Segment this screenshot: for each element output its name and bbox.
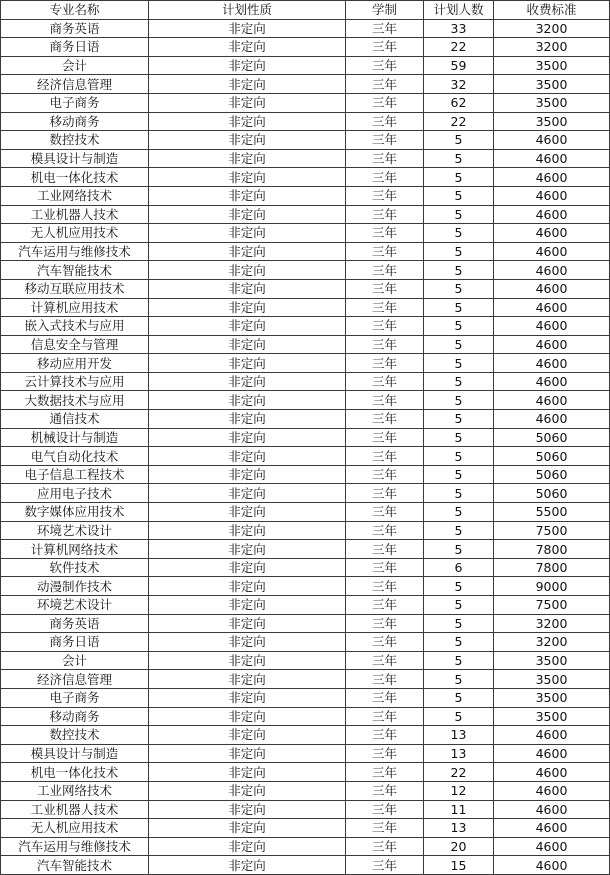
major-name-cell: 移动商务 [1, 112, 149, 131]
plan-count-cell: 59 [424, 56, 494, 75]
major-name-cell: 数控技术 [1, 131, 149, 150]
plan-count-cell: 5 [424, 633, 494, 652]
plan-count-cell: 13 [424, 819, 494, 838]
major-name-cell: 无人机应用技术 [1, 224, 149, 243]
header-major-name: 专业名称 [1, 1, 149, 20]
duration-cell: 三年 [346, 503, 424, 522]
plan-count-cell: 5 [424, 391, 494, 410]
plan-type-cell: 非定向 [149, 447, 346, 466]
plan-type-cell: 非定向 [149, 205, 346, 224]
duration-cell: 三年 [346, 596, 424, 615]
table-row [1, 391, 610, 410]
duration-cell: 三年 [346, 391, 424, 410]
table-row [1, 410, 610, 429]
plan-type-cell: 非定向 [149, 186, 346, 205]
plan-type-cell: 非定向 [149, 261, 346, 280]
plan-type-cell: 非定向 [149, 224, 346, 243]
table-row [1, 726, 610, 745]
fee-cell: 7500 [494, 596, 610, 615]
fee-cell: 7800 [494, 540, 610, 559]
plan-type-cell: 非定向 [149, 540, 346, 559]
fee-cell: 3500 [494, 688, 610, 707]
plan-type-cell: 非定向 [149, 131, 346, 150]
duration-cell: 三年 [346, 93, 424, 112]
duration-cell: 三年 [346, 19, 424, 38]
fee-cell: 4600 [494, 410, 610, 429]
major-name-cell: 环境艺术设计 [1, 596, 149, 615]
table-row [1, 540, 610, 559]
plan-count-cell: 5 [424, 596, 494, 615]
table-row [1, 168, 610, 187]
table-row [1, 224, 610, 243]
plan-count-cell: 5 [424, 224, 494, 243]
plan-count-cell: 22 [424, 38, 494, 57]
duration-cell: 三年 [346, 75, 424, 94]
plan-type-cell: 非定向 [149, 763, 346, 782]
major-name-cell: 商务英语 [1, 614, 149, 633]
major-name-cell: 机械设计与制造 [1, 428, 149, 447]
duration-cell: 三年 [346, 317, 424, 336]
table-row [1, 205, 610, 224]
plan-count-cell: 6 [424, 558, 494, 577]
duration-cell: 三年 [346, 410, 424, 429]
table-row [1, 670, 610, 689]
fee-cell: 4600 [494, 372, 610, 391]
plan-type-cell: 非定向 [149, 837, 346, 856]
plan-count-cell: 13 [424, 744, 494, 763]
header-duration: 学制 [346, 1, 424, 20]
major-name-cell: 工业机器人技术 [1, 205, 149, 224]
fee-cell: 4600 [494, 205, 610, 224]
major-name-cell: 模具设计与制造 [1, 149, 149, 168]
plan-count-cell: 5 [424, 149, 494, 168]
table-row [1, 19, 610, 38]
fee-cell: 4600 [494, 391, 610, 410]
table-row [1, 707, 610, 726]
duration-cell: 三年 [346, 577, 424, 596]
table-row [1, 558, 610, 577]
table-row [1, 633, 610, 652]
plan-type-cell: 非定向 [149, 93, 346, 112]
plan-count-cell: 5 [424, 577, 494, 596]
fee-cell: 3200 [494, 19, 610, 38]
duration-cell: 三年 [346, 224, 424, 243]
duration-cell: 三年 [346, 484, 424, 503]
major-name-cell: 汽车运用与维修技术 [1, 242, 149, 261]
major-name-cell: 模具设计与制造 [1, 744, 149, 763]
fee-cell: 4600 [494, 298, 610, 317]
duration-cell: 三年 [346, 38, 424, 57]
plan-type-cell: 非定向 [149, 856, 346, 875]
table-row [1, 521, 610, 540]
fee-cell: 3500 [494, 707, 610, 726]
fee-cell: 5500 [494, 503, 610, 522]
fee-cell: 4600 [494, 744, 610, 763]
major-name-cell: 移动应用开发 [1, 354, 149, 373]
fee-cell: 3200 [494, 38, 610, 57]
plan-count-cell: 15 [424, 856, 494, 875]
major-name-cell: 会计 [1, 651, 149, 670]
plan-type-cell: 非定向 [149, 335, 346, 354]
major-name-cell: 移动互联应用技术 [1, 279, 149, 298]
table-row [1, 335, 610, 354]
duration-cell: 三年 [346, 837, 424, 856]
table-row [1, 186, 610, 205]
duration-cell: 三年 [346, 540, 424, 559]
plan-count-cell: 5 [424, 205, 494, 224]
duration-cell: 三年 [346, 670, 424, 689]
plan-type-cell: 非定向 [149, 354, 346, 373]
major-name-cell: 电子商务 [1, 688, 149, 707]
major-name-cell: 通信技术 [1, 410, 149, 429]
plan-count-cell: 5 [424, 521, 494, 540]
major-name-cell: 应用电子技术 [1, 484, 149, 503]
fee-cell: 4600 [494, 224, 610, 243]
table-row [1, 112, 610, 131]
plan-count-cell: 33 [424, 19, 494, 38]
plan-count-cell: 22 [424, 112, 494, 131]
duration-cell: 三年 [346, 800, 424, 819]
major-name-cell: 电气自动化技术 [1, 447, 149, 466]
fee-cell: 4600 [494, 354, 610, 373]
plan-count-cell: 5 [424, 131, 494, 150]
table-row [1, 447, 610, 466]
plan-type-cell: 非定向 [149, 428, 346, 447]
fee-cell: 3500 [494, 75, 610, 94]
duration-cell: 三年 [346, 335, 424, 354]
duration-cell: 三年 [346, 168, 424, 187]
plan-count-cell: 5 [424, 261, 494, 280]
table-row [1, 484, 610, 503]
plan-type-cell: 非定向 [149, 670, 346, 689]
plan-type-cell: 非定向 [149, 651, 346, 670]
fee-cell: 3500 [494, 93, 610, 112]
fee-cell: 4600 [494, 149, 610, 168]
plan-type-cell: 非定向 [149, 521, 346, 540]
duration-cell: 三年 [346, 819, 424, 838]
fee-cell: 4600 [494, 317, 610, 336]
fee-cell: 5060 [494, 484, 610, 503]
duration-cell: 三年 [346, 261, 424, 280]
plan-type-cell: 非定向 [149, 298, 346, 317]
table-row [1, 688, 610, 707]
plan-count-cell: 5 [424, 279, 494, 298]
fee-cell: 5060 [494, 447, 610, 466]
major-name-cell: 电子信息工程技术 [1, 465, 149, 484]
plan-count-cell: 11 [424, 800, 494, 819]
table-row [1, 819, 610, 838]
table-row [1, 800, 610, 819]
major-name-cell: 经济信息管理 [1, 75, 149, 94]
table-row [1, 354, 610, 373]
fee-cell: 4600 [494, 763, 610, 782]
plan-type-cell: 非定向 [149, 688, 346, 707]
table-row [1, 317, 610, 336]
table-row [1, 781, 610, 800]
plan-type-cell: 非定向 [149, 56, 346, 75]
fee-cell: 4600 [494, 856, 610, 875]
fee-cell: 4600 [494, 186, 610, 205]
major-name-cell: 动漫制作技术 [1, 577, 149, 596]
plan-count-cell: 5 [424, 428, 494, 447]
table-row [1, 279, 610, 298]
fee-cell: 4600 [494, 819, 610, 838]
major-name-cell: 软件技术 [1, 558, 149, 577]
plan-type-cell: 非定向 [149, 19, 346, 38]
fee-cell: 4600 [494, 837, 610, 856]
plan-type-cell: 非定向 [149, 484, 346, 503]
major-name-cell: 环境艺术设计 [1, 521, 149, 540]
major-name-cell: 嵌入式技术与应用 [1, 317, 149, 336]
major-name-cell: 大数据技术与应用 [1, 391, 149, 410]
major-name-cell: 汽车智能技术 [1, 261, 149, 280]
plan-count-cell: 5 [424, 317, 494, 336]
plan-count-cell: 5 [424, 540, 494, 559]
major-name-cell: 云计算技术与应用 [1, 372, 149, 391]
plan-count-cell: 5 [424, 651, 494, 670]
table-row [1, 38, 610, 57]
table-row [1, 856, 610, 875]
table-row [1, 149, 610, 168]
plan-count-cell: 5 [424, 484, 494, 503]
duration-cell: 三年 [346, 465, 424, 484]
plan-count-cell: 5 [424, 242, 494, 261]
plan-count-cell: 12 [424, 781, 494, 800]
duration-cell: 三年 [346, 688, 424, 707]
major-name-cell: 无人机应用技术 [1, 819, 149, 838]
table-header-row [1, 1, 610, 20]
table-row [1, 614, 610, 633]
fee-cell: 3200 [494, 614, 610, 633]
table-row [1, 75, 610, 94]
plan-type-cell: 非定向 [149, 503, 346, 522]
plan-count-cell: 5 [424, 447, 494, 466]
plan-count-cell: 5 [424, 670, 494, 689]
table-row [1, 242, 610, 261]
plan-type-cell: 非定向 [149, 781, 346, 800]
plan-type-cell: 非定向 [149, 744, 346, 763]
plan-count-cell: 5 [424, 335, 494, 354]
plan-count-cell: 5 [424, 503, 494, 522]
table-row [1, 596, 610, 615]
duration-cell: 三年 [346, 428, 424, 447]
table-row [1, 837, 610, 856]
table-row [1, 651, 610, 670]
plan-type-cell: 非定向 [149, 465, 346, 484]
plan-count-cell: 5 [424, 465, 494, 484]
duration-cell: 三年 [346, 633, 424, 652]
major-name-cell: 数控技术 [1, 726, 149, 745]
duration-cell: 三年 [346, 56, 424, 75]
fee-cell: 3500 [494, 651, 610, 670]
duration-cell: 三年 [346, 651, 424, 670]
table-row [1, 577, 610, 596]
plan-type-cell: 非定向 [149, 726, 346, 745]
table-row [1, 372, 610, 391]
duration-cell: 三年 [346, 205, 424, 224]
fee-cell: 4600 [494, 242, 610, 261]
header-plan-count: 计划人数 [424, 1, 494, 20]
table-row [1, 93, 610, 112]
major-name-cell: 工业网络技术 [1, 186, 149, 205]
duration-cell: 三年 [346, 298, 424, 317]
table-row [1, 503, 610, 522]
major-name-cell: 工业机器人技术 [1, 800, 149, 819]
fee-cell: 7800 [494, 558, 610, 577]
duration-cell: 三年 [346, 354, 424, 373]
major-name-cell: 移动商务 [1, 707, 149, 726]
duration-cell: 三年 [346, 112, 424, 131]
duration-cell: 三年 [346, 781, 424, 800]
table-row [1, 131, 610, 150]
plan-type-cell: 非定向 [149, 38, 346, 57]
fee-cell: 4600 [494, 279, 610, 298]
plan-count-cell: 32 [424, 75, 494, 94]
plan-type-cell: 非定向 [149, 149, 346, 168]
header-fee: 收费标准 [494, 1, 610, 20]
major-name-cell: 计算机应用技术 [1, 298, 149, 317]
major-name-cell: 会计 [1, 56, 149, 75]
major-name-cell: 计算机网络技术 [1, 540, 149, 559]
plan-type-cell: 非定向 [149, 372, 346, 391]
plan-type-cell: 非定向 [149, 75, 346, 94]
plan-count-cell: 5 [424, 372, 494, 391]
fee-cell: 4600 [494, 800, 610, 819]
plan-type-cell: 非定向 [149, 279, 346, 298]
plan-type-cell: 非定向 [149, 112, 346, 131]
fee-cell: 5060 [494, 465, 610, 484]
fee-cell: 3500 [494, 56, 610, 75]
fee-cell: 3500 [494, 112, 610, 131]
table-row [1, 744, 610, 763]
duration-cell: 三年 [346, 707, 424, 726]
plan-type-cell: 非定向 [149, 391, 346, 410]
fee-cell: 4600 [494, 335, 610, 354]
major-name-cell: 信息安全与管理 [1, 335, 149, 354]
plan-count-cell: 5 [424, 354, 494, 373]
major-name-cell: 汽车智能技术 [1, 856, 149, 875]
plan-type-cell: 非定向 [149, 819, 346, 838]
duration-cell: 三年 [346, 614, 424, 633]
major-name-cell: 商务英语 [1, 19, 149, 38]
plan-count-cell: 5 [424, 688, 494, 707]
plan-type-cell: 非定向 [149, 242, 346, 261]
plan-count-cell: 5 [424, 168, 494, 187]
fee-cell: 4600 [494, 261, 610, 280]
major-name-cell: 商务日语 [1, 38, 149, 57]
duration-cell: 三年 [346, 763, 424, 782]
table-row [1, 465, 610, 484]
plan-type-cell: 非定向 [149, 410, 346, 429]
plan-type-cell: 非定向 [149, 596, 346, 615]
fee-cell: 4600 [494, 168, 610, 187]
fee-cell: 4600 [494, 781, 610, 800]
major-name-cell: 汽车运用与维修技术 [1, 837, 149, 856]
plan-count-cell: 20 [424, 837, 494, 856]
duration-cell: 三年 [346, 521, 424, 540]
fee-cell: 7500 [494, 521, 610, 540]
major-name-cell: 商务日语 [1, 633, 149, 652]
table-row [1, 261, 610, 280]
plan-type-cell: 非定向 [149, 577, 346, 596]
duration-cell: 三年 [346, 744, 424, 763]
table-row [1, 56, 610, 75]
table-row [1, 298, 610, 317]
duration-cell: 三年 [346, 131, 424, 150]
fee-cell: 3200 [494, 633, 610, 652]
fee-cell: 4600 [494, 131, 610, 150]
plan-type-cell: 非定向 [149, 800, 346, 819]
plan-count-cell: 22 [424, 763, 494, 782]
duration-cell: 三年 [346, 558, 424, 577]
fee-cell: 4600 [494, 726, 610, 745]
header-plan-type: 计划性质 [149, 1, 346, 20]
duration-cell: 三年 [346, 372, 424, 391]
major-name-cell: 机电一体化技术 [1, 168, 149, 187]
plan-type-cell: 非定向 [149, 168, 346, 187]
plan-count-cell: 5 [424, 410, 494, 429]
plan-count-cell: 62 [424, 93, 494, 112]
major-name-cell: 经济信息管理 [1, 670, 149, 689]
plan-type-cell: 非定向 [149, 614, 346, 633]
major-name-cell: 工业网络技术 [1, 781, 149, 800]
plan-count-cell: 5 [424, 614, 494, 633]
plan-type-cell: 非定向 [149, 317, 346, 336]
plan-type-cell: 非定向 [149, 558, 346, 577]
major-name-cell: 机电一体化技术 [1, 763, 149, 782]
duration-cell: 三年 [346, 149, 424, 168]
fee-cell: 3500 [494, 670, 610, 689]
duration-cell: 三年 [346, 726, 424, 745]
plan-type-cell: 非定向 [149, 707, 346, 726]
plan-count-cell: 5 [424, 298, 494, 317]
plan-count-cell: 5 [424, 707, 494, 726]
table-row [1, 428, 610, 447]
table-row [1, 763, 610, 782]
table-body [1, 19, 610, 874]
duration-cell: 三年 [346, 447, 424, 466]
duration-cell: 三年 [346, 279, 424, 298]
plan-count-cell: 5 [424, 186, 494, 205]
fee-cell: 9000 [494, 577, 610, 596]
plan-count-cell: 13 [424, 726, 494, 745]
duration-cell: 三年 [346, 186, 424, 205]
duration-cell: 三年 [346, 856, 424, 875]
duration-cell: 三年 [346, 242, 424, 261]
fee-cell: 5060 [494, 428, 610, 447]
major-name-cell: 电子商务 [1, 93, 149, 112]
major-name-cell: 数字媒体应用技术 [1, 503, 149, 522]
plan-type-cell: 非定向 [149, 633, 346, 652]
